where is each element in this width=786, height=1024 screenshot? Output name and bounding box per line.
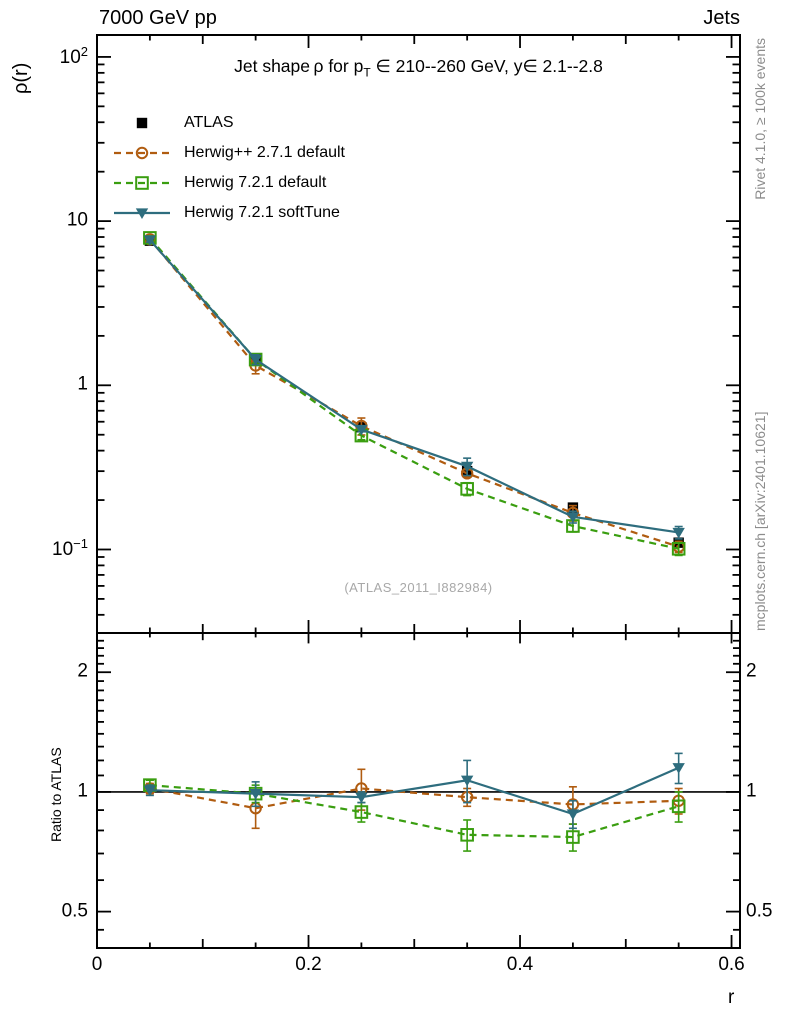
legend-label-herwig-default: Herwig 7.2.1 default xyxy=(184,174,327,191)
main-y-tick-label: $10^2$ xyxy=(59,43,88,69)
herwig-default-marker-icon xyxy=(114,172,170,194)
plot-title-post: ∈ 210--260 GeV, y∈ 2.1--2.8 xyxy=(370,56,603,76)
x-tick-label: 0 xyxy=(91,954,103,975)
plot-title-subscript: T xyxy=(363,65,371,80)
analysis-group-header: Jets xyxy=(703,7,740,29)
ratio-y-tick-label-right: 1 xyxy=(746,780,757,802)
atlas-marker-icon xyxy=(114,112,170,134)
ratio-y-axis-label: Ratio to ATLAS xyxy=(48,747,64,842)
x-tick-label: 0.4 xyxy=(506,954,534,975)
main-y-axis-label: ρ(r) xyxy=(10,62,32,94)
plot-title xyxy=(97,56,740,80)
analysis-id-watermark: (ATLAS_2011_I882984) xyxy=(344,580,493,595)
ratio-y-tick-label-right: 2 xyxy=(746,660,757,682)
legend-row-atlas xyxy=(114,108,345,138)
ratio-y-tick-label-left: 2 xyxy=(77,660,88,682)
ratio-y-tick-label-right: 0.5 xyxy=(746,900,773,922)
beam-info-header: 7000 GeV pp xyxy=(99,7,217,29)
x-axis-label: r xyxy=(728,987,735,1008)
ratio-y-tick-label-left: 1 xyxy=(77,780,88,802)
legend-row-herwig-softtune xyxy=(114,198,345,228)
legend-row-herwigpp xyxy=(114,138,345,168)
main-y-tick-label: $10^{-1}$ xyxy=(52,536,88,561)
herwigpp-marker-icon xyxy=(114,142,170,164)
ratio-y-tick-label-left: 0.5 xyxy=(61,900,88,922)
legend-label-herwigpp: Herwig++ 2.7.1 default xyxy=(184,144,345,161)
legend xyxy=(114,108,345,228)
main-y-tick-label: 1 xyxy=(77,373,88,395)
legend-label-herwig-softtune: Herwig 7.2.1 softTune xyxy=(184,204,340,221)
main-y-tick-label: 10 xyxy=(66,209,88,231)
x-tick-label: 0.6 xyxy=(718,954,745,975)
mcplots-arxiv-note: mcplots.cern.ch [arXiv:2401.10621] xyxy=(752,411,768,631)
rivet-version-note: Rivet 4.1.0, ≥ 100k events xyxy=(752,38,768,200)
herwig-softtune-marker-icon xyxy=(114,202,170,224)
x-tick-label: 0.2 xyxy=(295,954,322,975)
legend-label-atlas: ATLAS xyxy=(184,114,234,131)
plot-title-pre: Jet shape ρ for p xyxy=(234,56,364,76)
legend-row-herwig-default xyxy=(114,168,345,198)
